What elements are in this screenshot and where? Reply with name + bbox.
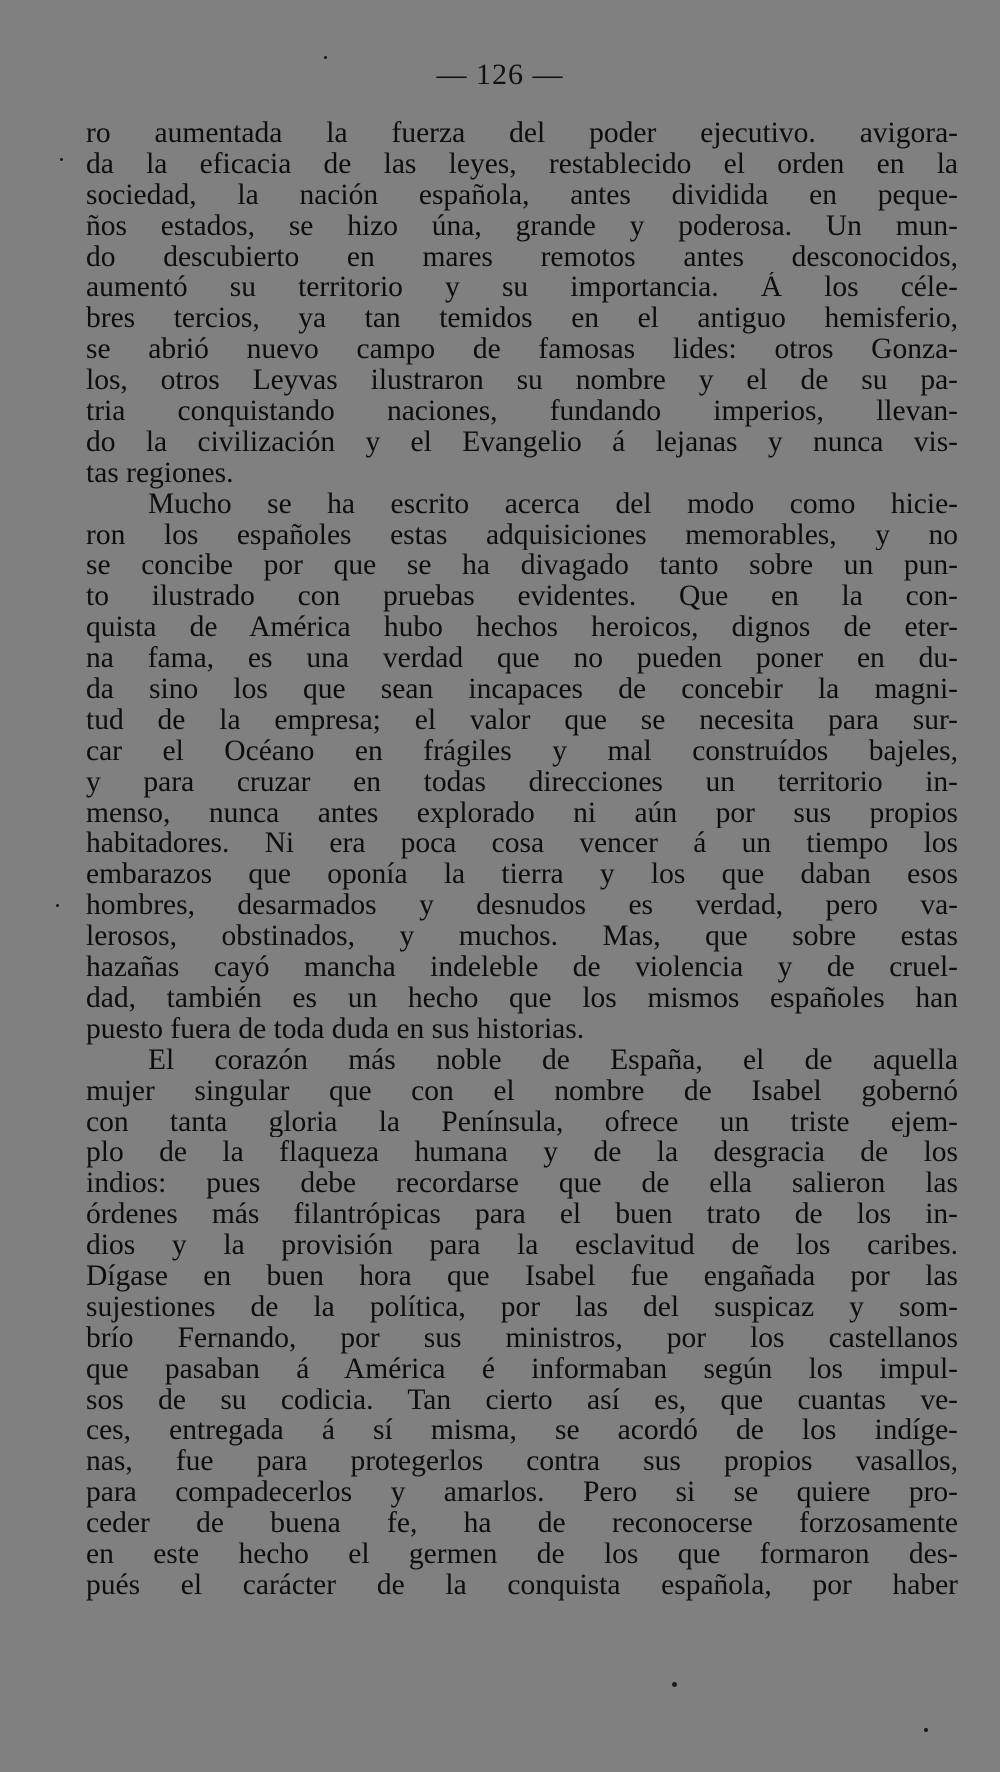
text-line: mujer singular que con el nombre de Isabel gobernó: [86, 1075, 958, 1107]
text-line: quista de América hubo hechos heroicos, dignos de eter-: [86, 612, 958, 644]
text-line: car el Océano en frágiles y mal construídos bajeles,: [86, 735, 958, 767]
text-line: Dígase en buen hora que Isabel fue engañada por las: [86, 1260, 958, 1292]
text-line: ceder de buena fe, ha de reconocerse forzosamente: [86, 1508, 958, 1539]
text-line: indios: pues debe recordarse que de ella salieron las: [86, 1168, 958, 1200]
text-line: los, otros Leyvas ilustraron su nombre y el de su pa-: [86, 365, 958, 397]
text-line: do la civilización y el Evangelio á lejanas y nunca vis-: [86, 426, 958, 458]
text-line: plo de la flaqueza humana y de la desgracia de los: [86, 1137, 958, 1169]
text-line: órdenes más filantrópicas para el buen trato de los in-: [86, 1199, 958, 1231]
text-line: ños estados, se hizo úna, grande y poderosa. Un mun-: [86, 210, 958, 242]
text-line: El corazón más noble de España, el de aquella: [148, 1044, 958, 1076]
text-line: se abrió nuevo campo de famosas lides: otros Gonza-: [86, 334, 958, 366]
text-line: do descubierto en mares remotos antes desconocidos,: [86, 241, 958, 273]
text-line: con tanta gloria la Península, ofrece un triste ejem-: [86, 1106, 958, 1138]
text-line: en este hecho el germen de los que formaron des-: [86, 1538, 958, 1570]
text-line: aumentó su territorio y su importancia. Á los céle-: [86, 272, 958, 304]
text-line: lerosos, obstinados, y muchos. Mas, que sobre estas: [86, 921, 958, 953]
body-text: [86, 118, 958, 1601]
scan-speck: [60, 158, 63, 161]
text-line: pués el carácter de la conquista española, por haber: [86, 1569, 958, 1601]
text-line: to ilustrado con pruebas evidentes. Que en la con-: [86, 581, 958, 613]
text-line: bres tercios, ya tan temidos en el antiguo hemisferio,: [86, 303, 958, 335]
scan-speck: [924, 1728, 928, 1732]
text-line: hombres, desarmados y desnudos es verdad, pero va-: [86, 890, 958, 922]
scan-speck: [324, 56, 327, 59]
text-line: tria conquistando naciones, fundando imperios, llevan-: [86, 396, 958, 427]
text-line: tud de la empresa; el valor que se necesita para sur-: [86, 704, 958, 736]
page-number: — 126 —: [436, 58, 564, 91]
text-line: Mucho se ha escrito acerca del modo como hicie-: [148, 488, 958, 520]
text-line: na fama, es una verdad que no pueden poner en du-: [86, 643, 958, 675]
text-line: sos de su codicia. Tan cierto así es, que cuantas ve-: [86, 1384, 958, 1416]
text-line: dad, también es un hecho que los mismos españoles han: [86, 982, 958, 1014]
text-line: ron los españoles estas adquisiciones memorables, y no: [86, 519, 958, 551]
text-line: nas, fue para protegerlos contra sus propios vasallos,: [86, 1446, 958, 1478]
text-line: brío Fernando, por sus ministros, por los castellanos: [86, 1322, 958, 1354]
text-line: embarazos que oponía la tierra y los que daban esos: [86, 859, 958, 891]
text-line: da sino los que sean incapaces de concebir la magni-: [86, 674, 958, 705]
text-line: sujestiones de la política, por las del suspicaz y som-: [86, 1291, 958, 1323]
text-line: puesto fuera de toda duda en sus historias.: [86, 1013, 585, 1045]
text-line: ro aumentada la fuerza del poder ejecutivo. avigora-: [86, 118, 958, 149]
scan-speck: [672, 1682, 677, 1687]
text-line: para compadecerlos y amarlos. Pero si se quiere pro-: [86, 1477, 958, 1509]
scan-speck: [56, 904, 59, 907]
text-line: ces, entregada á sí misma, se acordó de los indíge-: [86, 1415, 958, 1447]
text-line: que pasaban á América é informaban según los impul-: [86, 1353, 958, 1385]
text-line: habitadores. Ni era poca cosa vencer á un tiempo los: [86, 828, 958, 860]
text-line: da la eficacia de las leyes, restablecido el orden en la: [86, 148, 958, 180]
text-line: hazañas cayó mancha indeleble de violencia y de cruel-: [86, 952, 958, 983]
text-line: dios y la provisión para la esclavitud de los caribes.: [86, 1230, 958, 1261]
text-line: y para cruzar en todas direcciones un territorio in-: [86, 766, 958, 798]
text-line: tas regiones.: [86, 457, 234, 489]
text-line: menso, nunca antes explorado ni aún por sus propios: [86, 797, 958, 829]
text-line: se concibe por que se ha divagado tanto sobre un pun-: [86, 550, 958, 582]
text-line: sociedad, la nación española, antes dividida en peque-: [86, 179, 958, 211]
